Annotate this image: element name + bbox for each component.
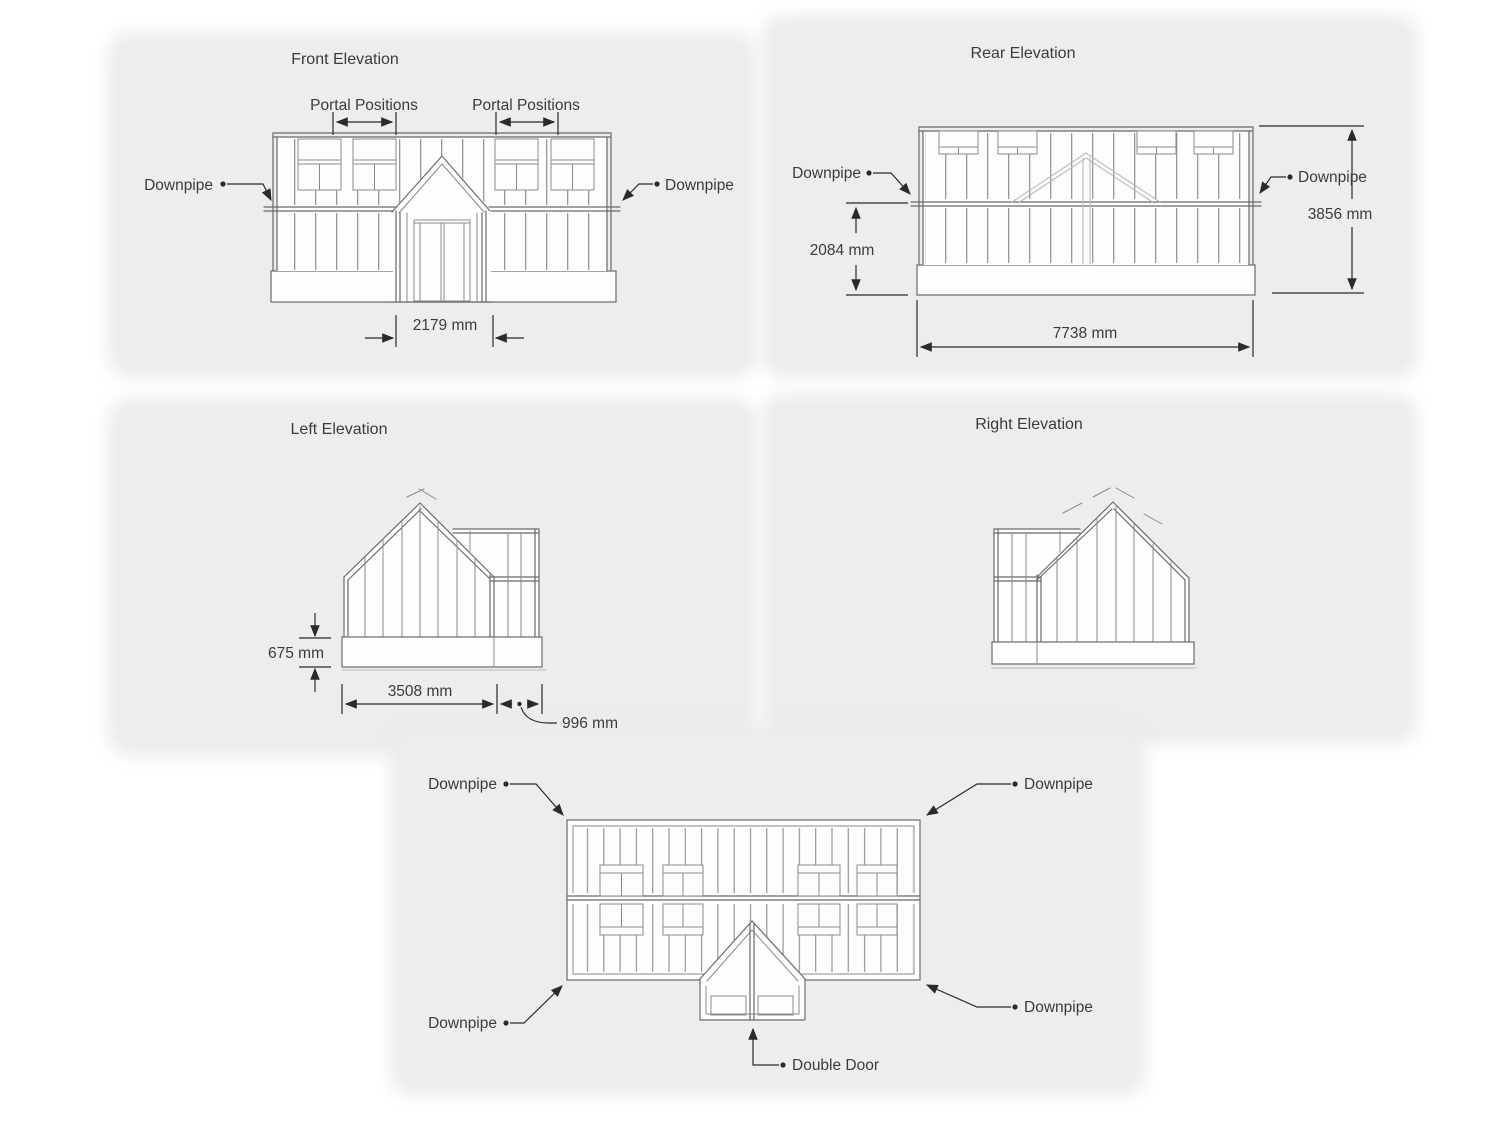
rear-elevation-drawing [792,45,1372,357]
plan-downpipe-label-bottom-left: Downpipe [428,1015,497,1032]
plan-downpipe-label-top-left: Downpipe [428,776,497,793]
plan-view-drawing [428,776,1093,1074]
left-title: Left Elevation [290,421,388,438]
rear-dimension-overall-width-text: 7738 mm [1052,325,1118,342]
plan-downpipe-leader-bottom-right [927,985,1018,1010]
front-dimension-door-width-text: 2179 mm [412,317,478,334]
plan-double-door-leader [753,1029,786,1068]
left-dimension-main-depth-text: 3508 mm [387,683,453,700]
left-dimension-porch-depth [501,702,557,723]
rear-downpipe-leader-left [866,170,910,194]
plan-downpipe-label-top-right: Downpipe [1024,776,1093,793]
rear-dimension-eaves-height-text: 2084 mm [809,242,875,259]
rear-title: Rear Elevation [970,45,1076,62]
rear-downpipe-label-right: Downpipe [1298,169,1367,186]
right-title: Right Elevation [975,416,1083,433]
front-elevation-drawing [144,51,734,347]
left-dimension-porch-depth-text: 996 mm [562,715,618,732]
plan-double-door-label: Double Door [792,1057,880,1074]
plan-downpipe-leader-bottom-left [503,986,562,1026]
front-downpipe-leader-left [220,181,271,200]
front-downpipe-label-left: Downpipe [144,177,213,194]
plan-downpipe-leader-top-right [927,781,1018,815]
right-elevation-drawing [975,416,1196,668]
front-portal-positions-label-left: Portal Positions [310,97,418,114]
plan-downpipe-label-bottom-right: Downpipe [1024,999,1093,1016]
front-downpipe-label-right: Downpipe [665,177,734,194]
rear-downpipe-leader-right [1260,174,1293,193]
front-downpipe-leader-right [623,181,660,200]
rear-downpipe-label-left: Downpipe [792,165,861,182]
front-portal-positions-label-right: Portal Positions [472,97,580,114]
plan-downpipe-leader-top-left [503,781,563,815]
left-dimension-base-height-text: 675 mm [268,645,324,662]
front-title: Front Elevation [291,51,399,68]
rear-dimension-ridge-height-text: 3856 mm [1307,206,1373,223]
front-portal-markers [333,112,558,135]
left-elevation-drawing [268,421,618,732]
